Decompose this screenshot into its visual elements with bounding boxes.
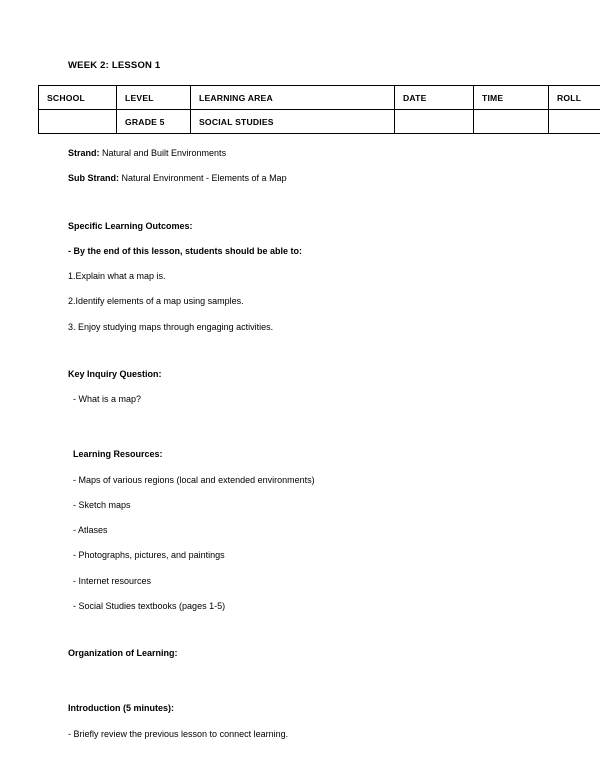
learning-resource-item: - Social Studies textbooks (pages 1-5) xyxy=(73,600,226,611)
learning-resource-item: - Atlases xyxy=(73,525,108,535)
sub-strand-value: Natural Environment - Elements of a Map xyxy=(119,173,287,184)
column-header-school: SCHOOL xyxy=(39,86,117,110)
learning-outcomes-intro: - By the end of this lesson, students should be able to: xyxy=(68,245,303,256)
lesson-info-table xyxy=(38,85,600,134)
table-header-row xyxy=(39,86,600,110)
learning-resource-item: - Maps of various regions (local and extended environments) xyxy=(73,474,315,485)
column-header-level: LEVEL xyxy=(117,86,191,110)
learning-outcome-item: 1.Explain what a map is. xyxy=(68,271,166,281)
sub-strand-line xyxy=(68,173,562,184)
table-row xyxy=(39,110,600,134)
key-inquiry-question: - What is a map? xyxy=(73,394,142,404)
cell-time[interactable] xyxy=(474,110,549,134)
learning-resources-heading: Learning Resources: xyxy=(73,449,163,460)
cell-level[interactable]: GRADE 5 xyxy=(117,110,191,134)
strand-line xyxy=(68,148,562,159)
strand-label: Strand: xyxy=(68,148,100,158)
learning-resource-item: - Sketch maps xyxy=(73,499,131,510)
learning-outcome-item: 3. Enjoy studying maps through engaging activities. xyxy=(68,321,274,332)
lesson-body xyxy=(38,148,562,740)
learning-outcome-item: 2.Identify elements of a map using samples. xyxy=(68,296,244,307)
learning-resource-item: - Internet resources xyxy=(73,575,152,586)
document-content xyxy=(38,60,582,754)
introduction-heading: Introduction (5 minutes): xyxy=(68,703,174,714)
organization-heading: Organization of Learning: xyxy=(68,648,178,658)
key-inquiry-heading: Key Inquiry Question: xyxy=(68,368,162,379)
strand-value: Natural and Built Environments xyxy=(99,148,227,158)
column-header-roll: ROLL xyxy=(549,86,600,110)
column-header-date: DATE xyxy=(395,86,474,110)
cell-school[interactable] xyxy=(39,110,117,134)
column-header-learning-area: LEARNING AREA xyxy=(191,86,395,110)
learning-resource-item: - Photographs, pictures, and paintings xyxy=(73,550,225,561)
cell-date[interactable] xyxy=(395,110,474,134)
page-title: WEEK 2: LESSON 1 xyxy=(68,60,161,71)
sub-strand-label: Sub Strand: xyxy=(68,173,119,184)
cell-learning-area[interactable]: SOCIAL STUDIES xyxy=(191,110,395,134)
cell-roll[interactable] xyxy=(549,110,600,134)
learning-outcomes-heading: Specific Learning Outcomes: xyxy=(68,220,193,231)
introduction-item: - Briefly review the previous lesson to connect learning. xyxy=(68,728,289,739)
column-header-time: TIME xyxy=(474,86,549,110)
